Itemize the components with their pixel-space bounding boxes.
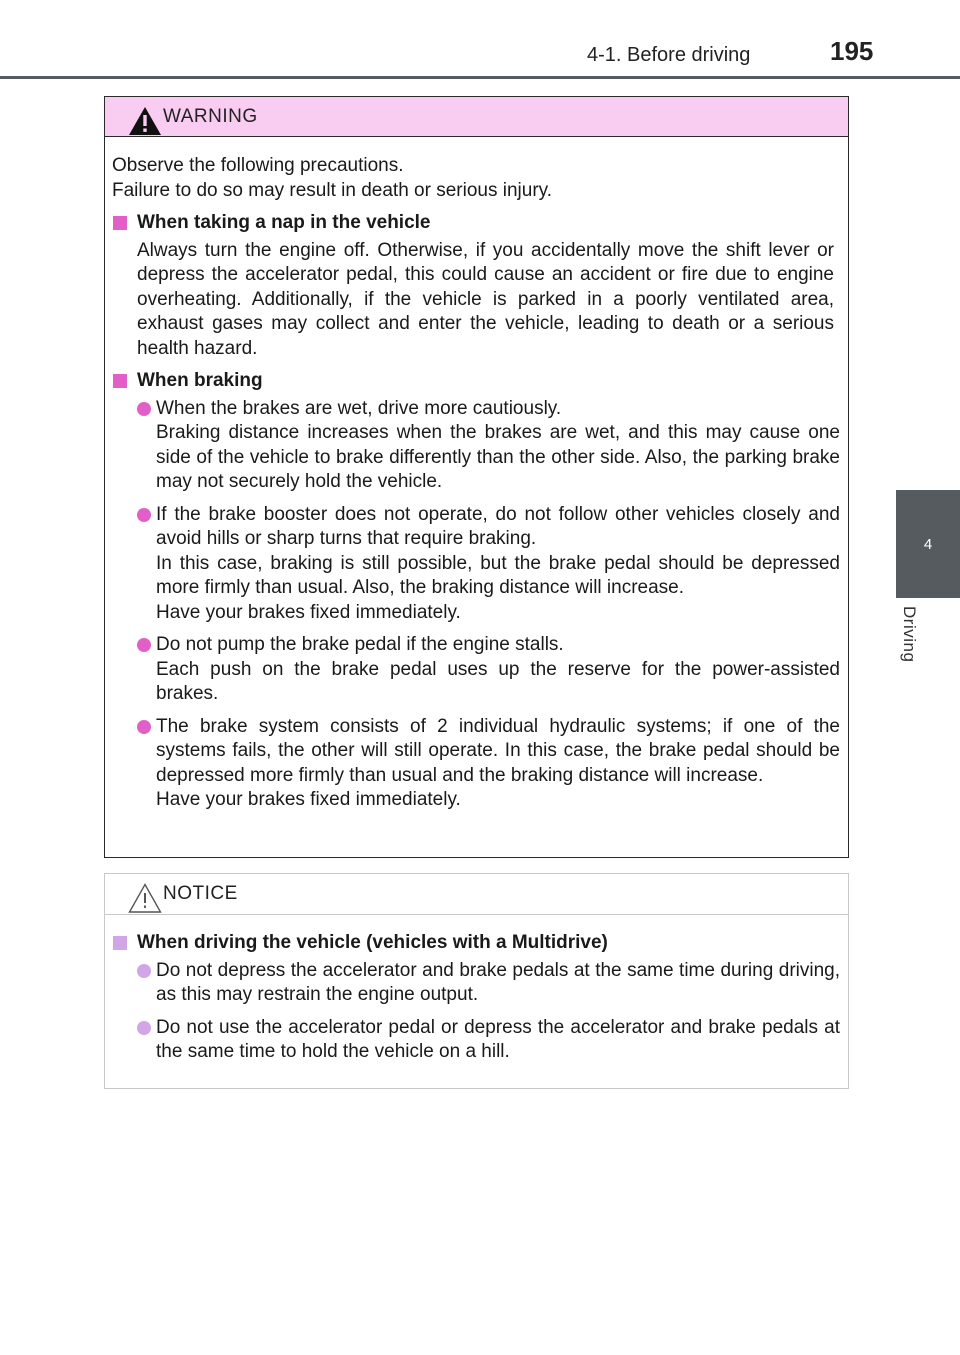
square-bullet-icon — [113, 216, 127, 230]
intro-line: Failure to do so may result in death or serious injury. — [112, 179, 553, 201]
section-heading: When braking — [112, 369, 840, 394]
notice-box — [104, 873, 849, 1089]
header-divider — [0, 76, 960, 79]
list-item: When the brakes are wet, drive more cautiously. Braking distance increases when the brakes are wet, and this may cause one side of the vehicle to brake differently than the other side. Also, the parking brake may not securely hold the vehicle. — [112, 397, 840, 495]
square-bullet-icon — [113, 374, 127, 388]
round-bullet-icon — [137, 638, 151, 652]
notice-body — [105, 915, 848, 1065]
notice-header — [105, 874, 848, 915]
warning-body — [105, 137, 848, 813]
section-title: 4-1. Before driving — [587, 44, 751, 66]
list-item: The brake system consists of 2 individual hydraulic systems; if one of the systems fails, the other will still operate. In this case, the brake pedal should be depressed more firmly than usual and the braking distance will increase. Have your brakes fixed immediately. — [112, 715, 840, 813]
page-number: 195 — [830, 36, 874, 66]
warning-title: WARNING — [163, 106, 258, 127]
round-bullet-icon — [137, 508, 151, 522]
notice-triangle-icon — [127, 882, 163, 914]
section-heading: When driving the vehicle (vehicles with a Multidrive) — [112, 931, 840, 956]
round-bullet-icon — [137, 402, 151, 416]
round-bullet-icon — [137, 1021, 151, 1035]
chapter-label: Driving — [900, 606, 919, 663]
list-item: Do not pump the brake pedal if the engine stalls. Each push on the brake pedal uses up the reserve for the power-assisted brakes. — [112, 633, 840, 707]
chapter-tab — [896, 490, 960, 598]
square-bullet-icon — [113, 936, 127, 950]
list-item: If the brake booster does not operate, do not follow other vehicles closely and avoid hills or sharp turns that require braking. In this case, braking is still possible, but the brake pedal should be depressed more firmly than usual. Also, the braking distance will increase. Have your brakes fixed immediately. — [112, 503, 840, 626]
list-item: Do not depress the accelerator and brake pedals at the same time during driving, as this may restrain the engine output. — [112, 959, 840, 1008]
list-item: Do not use the accelerator pedal or depress the accelerator and brake pedals at the same time to hold the vehicle on a hill. — [112, 1016, 840, 1065]
round-bullet-icon — [137, 964, 151, 978]
round-bullet-icon — [137, 720, 151, 734]
warning-intro — [112, 154, 840, 203]
warning-box — [104, 96, 849, 858]
chapter-number: 4 — [923, 536, 933, 553]
section-text: Always turn the engine off. Otherwise, if you accidentally move the shift lever or depress the accelerator pedal, this could cause an accident or fire due to engine overheating. Additionally, if the vehicle is parked in a poorly ventilated area, exhaust gases may collect and enter the vehicle, leading to death or a serious health hazard. — [137, 239, 834, 359]
warning-header — [105, 97, 848, 137]
intro-line: Observe the following precautions. — [112, 155, 404, 176]
section-heading: When taking a nap in the vehicle — [112, 211, 840, 236]
notice-title: NOTICE — [163, 883, 238, 904]
warning-triangle-icon — [127, 105, 163, 137]
